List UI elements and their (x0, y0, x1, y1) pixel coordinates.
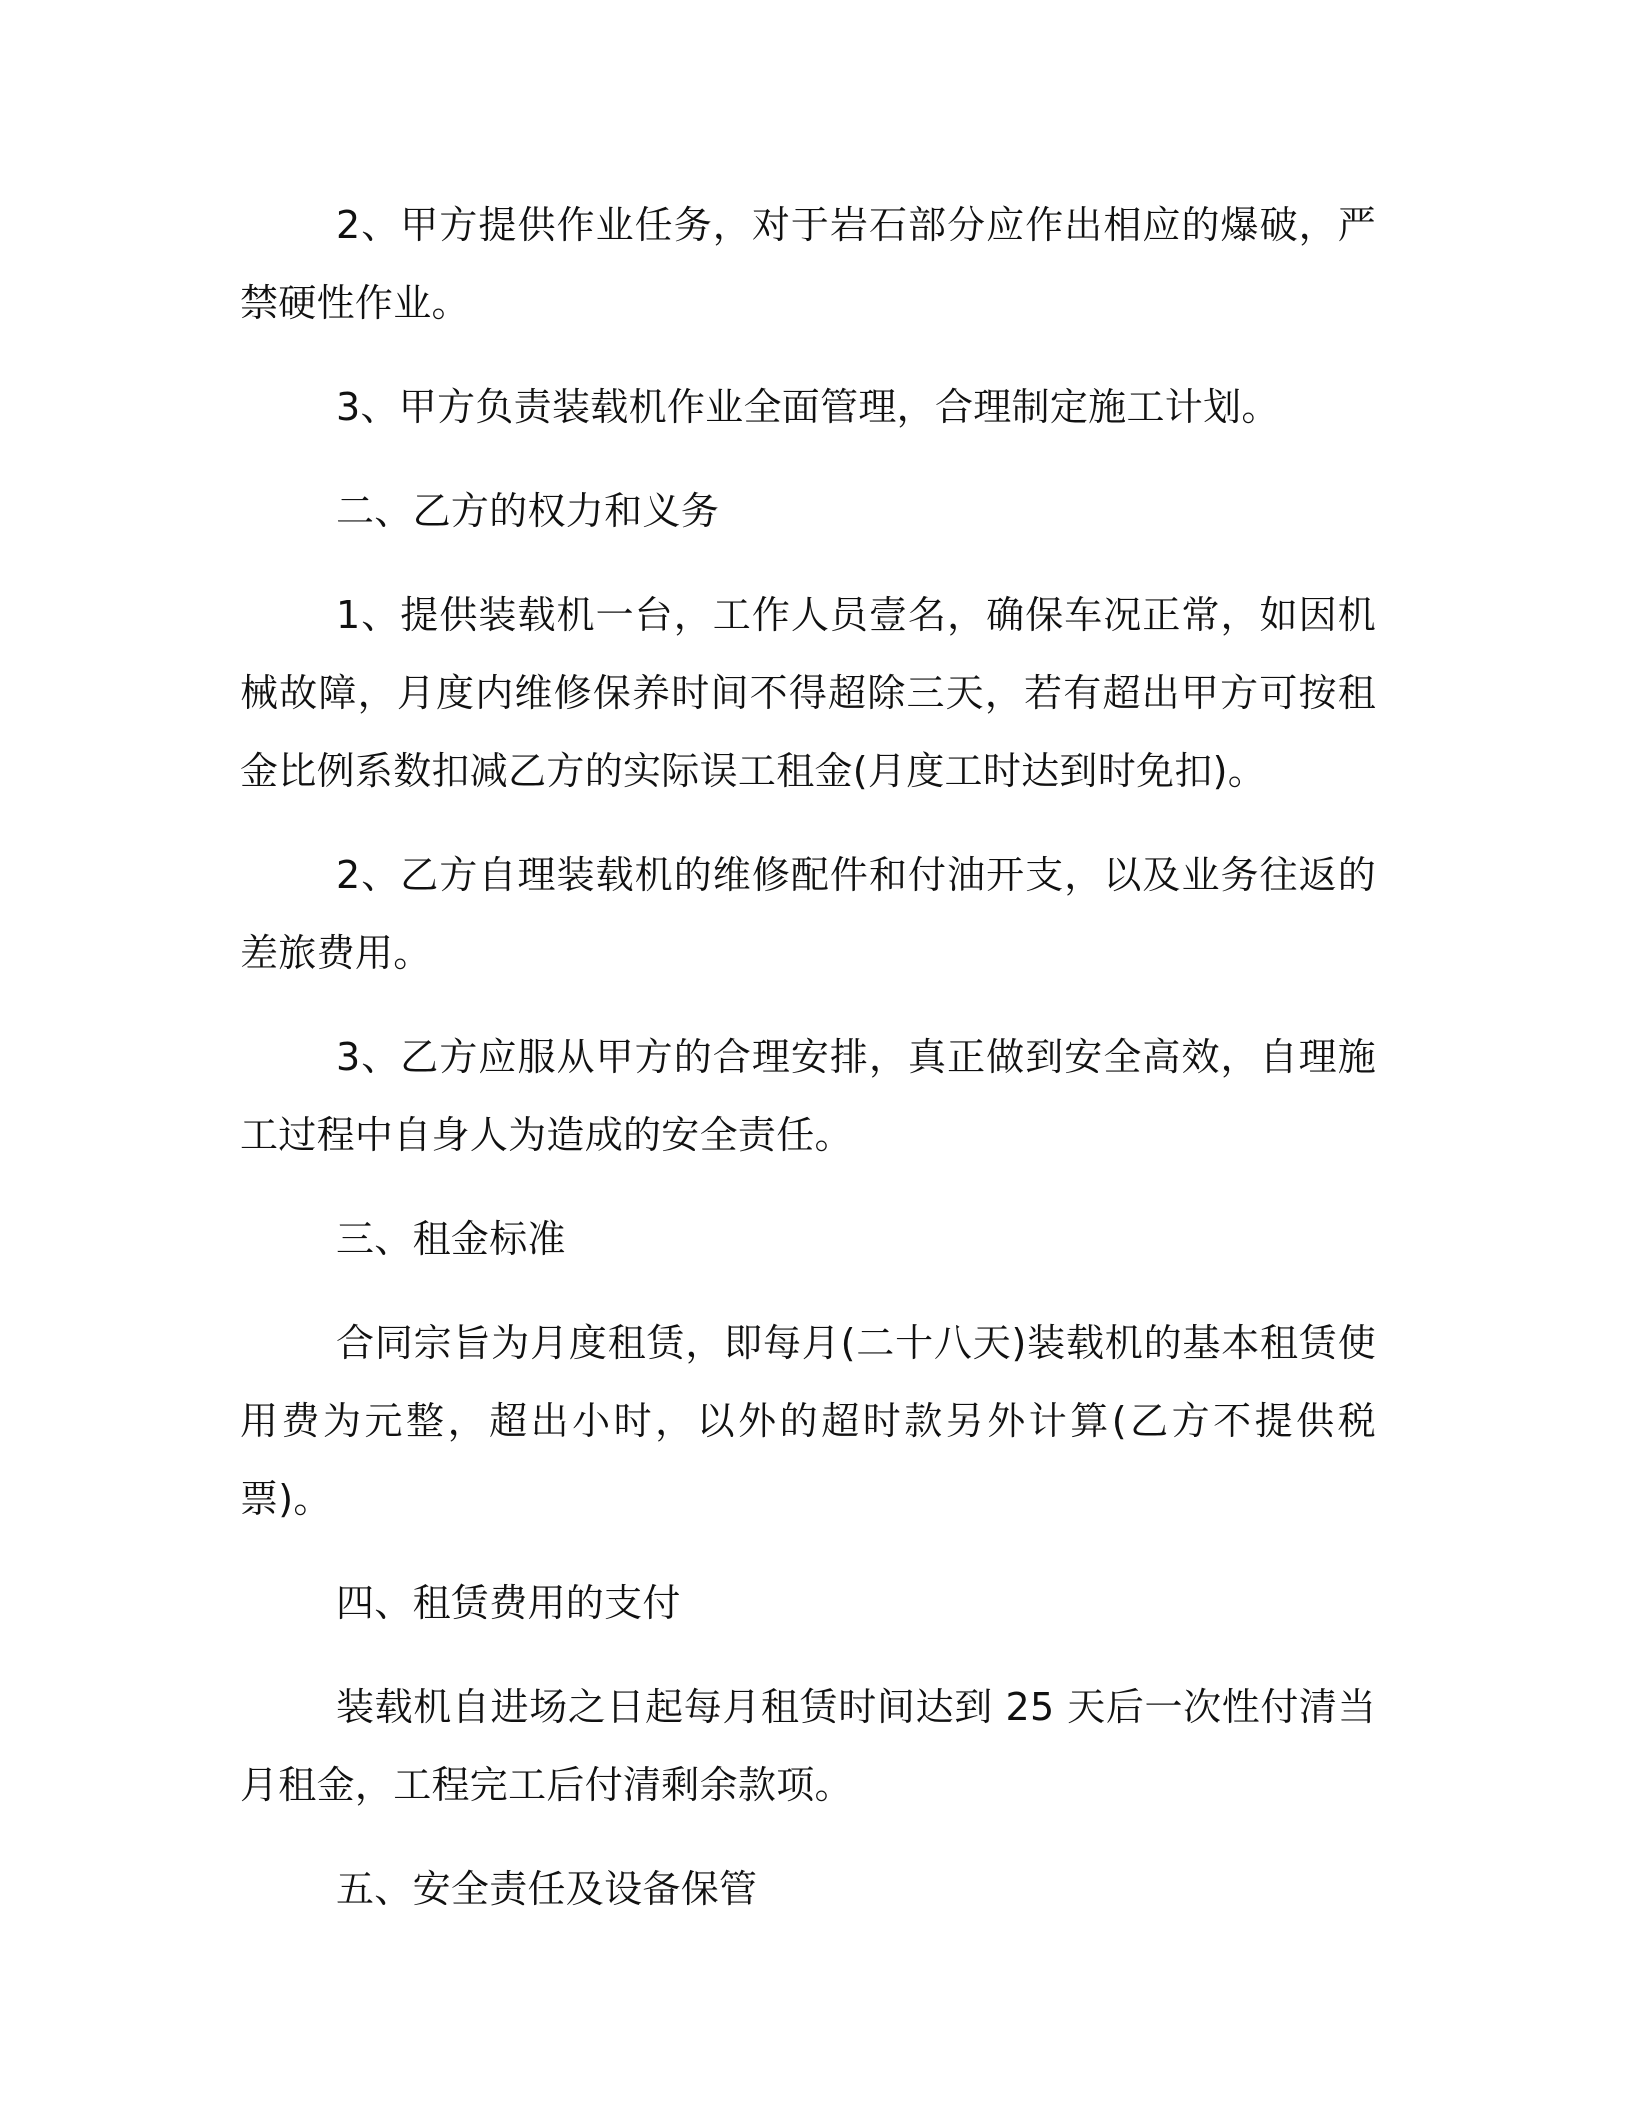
paragraph-lessee-maintenance-costs: 2、乙方自理装载机的维修配件和付油开支，以及业务往返的差旅费用。 (240, 853, 1376, 975)
section-heading-payment: 四、租赁费用的支付 (336, 1581, 681, 1625)
paragraph-lessor-provide-tasks: 2、甲方提供作业任务，对于岩石部分应作出相应的爆破，严禁硬性作业。 (240, 203, 1376, 325)
document-body (240, 186, 1376, 1954)
paragraph-rent-standard: 合同宗旨为月度租赁，即每月(二十八天)装载机的基本租赁使用费为元整，超出小时，以外的超时款另外计算(乙方不提供税票)。 (240, 1321, 1376, 1521)
paragraph-lessee-provide-loader: 1、提供装载机一台，工作人员壹名，确保车况正常，如因机械故障，月度内维修保养时间不得超除三天，若有超出甲方可按租金比例系数扣减乙方的实际误工租金(月度工时达到时免扣)。 (240, 593, 1376, 793)
paragraph-lessee-safety: 3、乙方应服从甲方的合理安排，真正做到安全高效，自理施工过程中自身人为造成的安全责任。 (240, 1035, 1376, 1157)
paragraph-lessor-management: 3、甲方负责装载机作业全面管理，合理制定施工计划。 (336, 385, 1280, 429)
section-heading-lessee-rights: 二、乙方的权力和义务 (336, 489, 720, 533)
section-heading-rent-standard: 三、租金标准 (336, 1217, 566, 1261)
paragraph-payment: 装载机自进场之日起每月租赁时间达到 25 天后一次性付清当月租金，工程完工后付清剩余款项。 (240, 1685, 1376, 1807)
section-heading-safety-custody: 五、安全责任及设备保管 (336, 1867, 758, 1911)
